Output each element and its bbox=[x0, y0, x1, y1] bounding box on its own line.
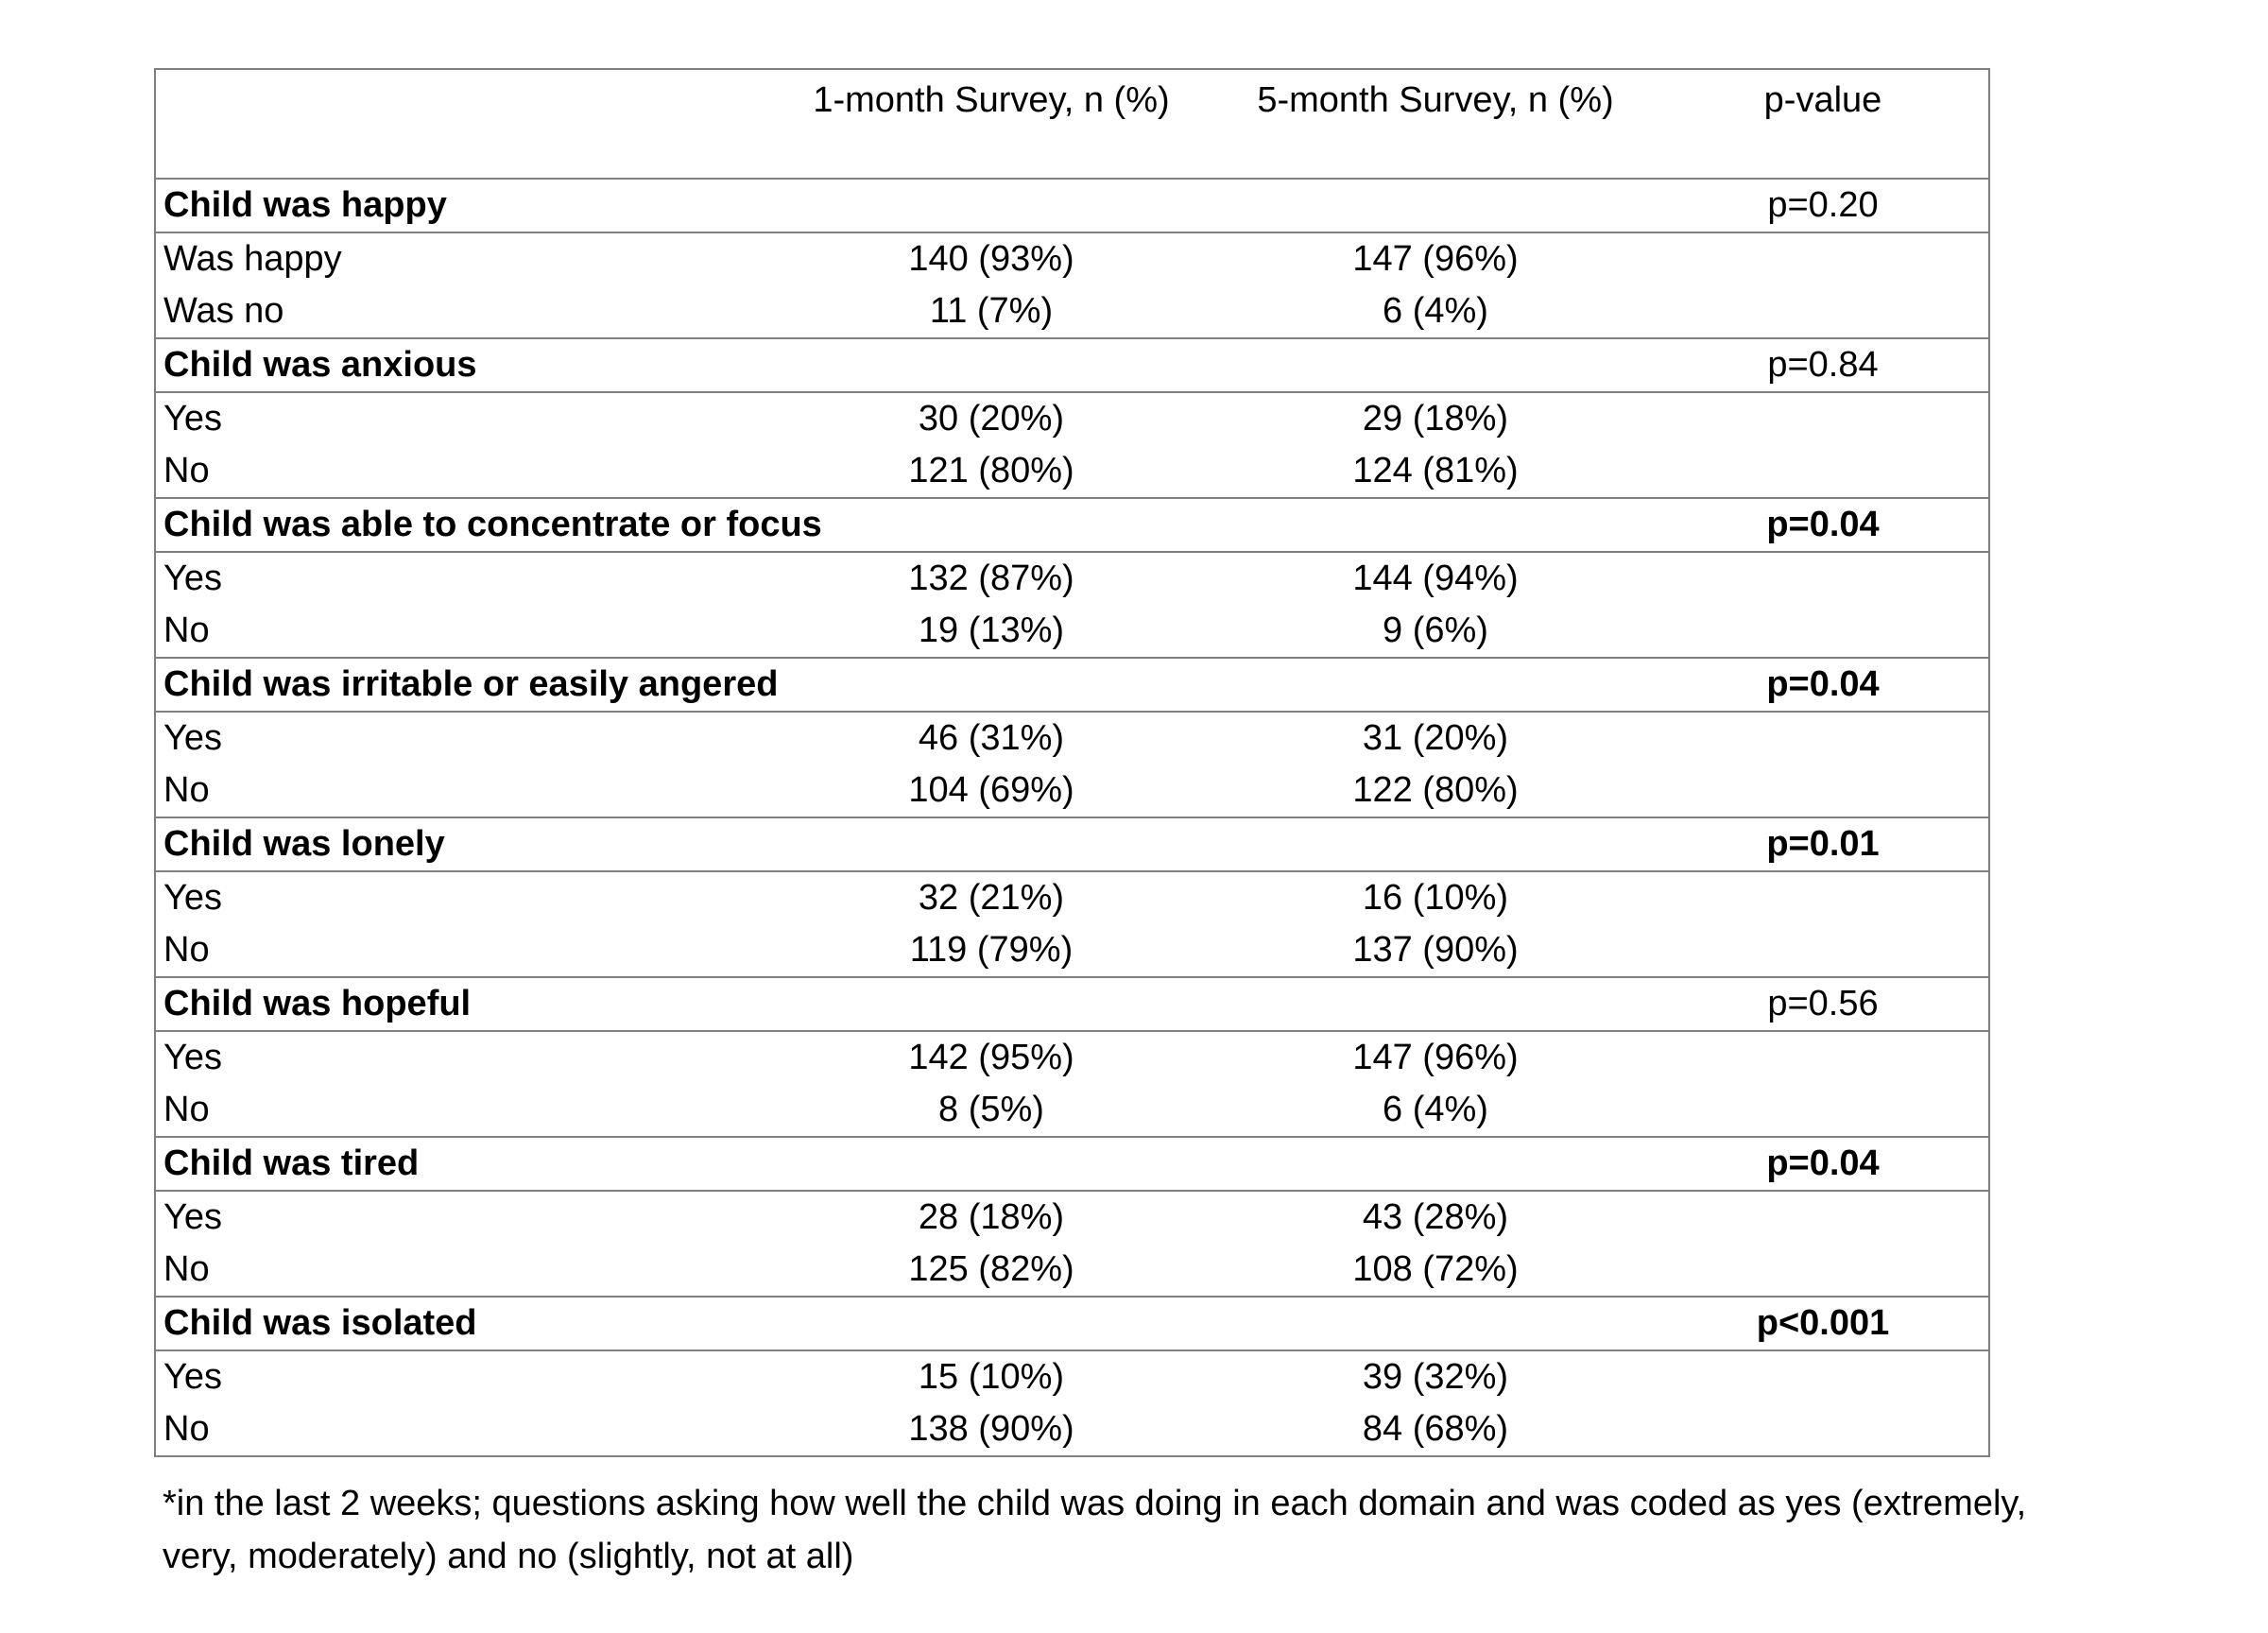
cell-p-value-empty bbox=[1658, 1191, 1989, 1244]
row-label: No bbox=[163, 770, 210, 810]
cell-5-month: 43 (28%) bbox=[1362, 1197, 1509, 1237]
cell-5-month: 144 (94%) bbox=[1352, 559, 1519, 598]
header-p-value: p-value bbox=[1658, 69, 1989, 179]
row-label: Was no bbox=[163, 291, 284, 331]
cell-1-month: 15 (10%) bbox=[918, 1357, 1065, 1397]
group-p-value: p<0.001 bbox=[1658, 1297, 1989, 1350]
group-title: Child was isolated bbox=[155, 1297, 1658, 1350]
table-body bbox=[155, 179, 1989, 1456]
cell-5-month: 6 (4%) bbox=[1383, 291, 1488, 331]
group-header-row bbox=[155, 338, 1989, 392]
cell-1-month: 104 (69%) bbox=[908, 770, 1074, 810]
group-title: Child was able to concentrate or focus bbox=[155, 498, 1658, 552]
cell-1-month: 140 (93%) bbox=[908, 239, 1074, 279]
cell-5-month: 147 (96%) bbox=[1352, 1038, 1519, 1077]
cell-p-value-empty bbox=[1658, 1031, 1989, 1084]
cell-5-month: 16 (10%) bbox=[1362, 878, 1509, 918]
group-p-value: p=0.20 bbox=[1658, 179, 1989, 232]
cell-5-month: 29 (18%) bbox=[1362, 399, 1509, 438]
cell-p-value-empty bbox=[1658, 285, 1989, 338]
row-label: Yes bbox=[163, 1038, 222, 1077]
cell-p-value-empty bbox=[1658, 605, 1989, 658]
table-row bbox=[155, 1350, 1989, 1403]
cell-p-value-empty bbox=[1658, 765, 1989, 817]
row-label: Yes bbox=[163, 1357, 222, 1397]
group-header-row bbox=[155, 179, 1989, 232]
cell-1-month: 19 (13%) bbox=[918, 610, 1065, 650]
cell-5-month: 147 (96%) bbox=[1352, 239, 1519, 279]
group-header-row bbox=[155, 658, 1989, 712]
table-row bbox=[155, 924, 1989, 977]
survey-results-table bbox=[154, 68, 1990, 1457]
header-1-month-survey: 1-month Survey, n (%) bbox=[769, 69, 1213, 179]
cell-1-month: 121 (80%) bbox=[908, 451, 1074, 490]
group-p-value: p=0.04 bbox=[1658, 498, 1989, 552]
cell-1-month: 32 (21%) bbox=[918, 878, 1065, 918]
cell-p-value-empty bbox=[1658, 552, 1989, 605]
group-p-value: p=0.04 bbox=[1658, 1137, 1989, 1191]
cell-1-month: 138 (90%) bbox=[908, 1409, 1074, 1449]
cell-p-value-empty bbox=[1658, 712, 1989, 765]
header-label-column bbox=[155, 69, 769, 179]
cell-5-month: 137 (90%) bbox=[1352, 930, 1519, 970]
row-label: Yes bbox=[163, 718, 222, 758]
group-p-value: p=0.56 bbox=[1658, 977, 1989, 1031]
cell-5-month: 122 (80%) bbox=[1352, 770, 1519, 810]
header-row bbox=[155, 69, 1989, 179]
row-label: Yes bbox=[163, 559, 222, 598]
cell-5-month: 6 (4%) bbox=[1383, 1090, 1488, 1129]
cell-p-value-empty bbox=[1658, 1244, 1989, 1297]
cell-5-month: 39 (32%) bbox=[1362, 1357, 1509, 1397]
row-label: Yes bbox=[163, 399, 222, 438]
group-title: Child was anxious bbox=[155, 338, 1658, 392]
table-row bbox=[155, 232, 1989, 285]
row-label: Yes bbox=[163, 878, 222, 918]
cell-1-month: 30 (20%) bbox=[918, 399, 1065, 438]
cell-1-month: 119 (79%) bbox=[909, 930, 1074, 970]
cell-1-month: 132 (87%) bbox=[908, 559, 1074, 598]
cell-p-value-empty bbox=[1658, 392, 1989, 445]
row-label: No bbox=[163, 1409, 210, 1449]
cell-5-month: 124 (81%) bbox=[1352, 451, 1519, 490]
cell-p-value-empty bbox=[1658, 445, 1989, 498]
group-header-row bbox=[155, 817, 1989, 871]
row-label: No bbox=[163, 451, 210, 490]
group-header-row bbox=[155, 977, 1989, 1031]
table-row bbox=[155, 765, 1989, 817]
cell-p-value-empty bbox=[1658, 1403, 1989, 1456]
row-label: Yes bbox=[163, 1197, 222, 1237]
cell-1-month: 8 (5%) bbox=[938, 1090, 1044, 1129]
group-title: Child was lonely bbox=[155, 817, 1658, 871]
cell-1-month: 125 (82%) bbox=[908, 1249, 1074, 1289]
cell-p-value-empty bbox=[1658, 924, 1989, 977]
row-label: No bbox=[163, 1249, 210, 1289]
cell-5-month: 108 (72%) bbox=[1352, 1249, 1519, 1289]
group-title: Child was tired bbox=[155, 1137, 1658, 1191]
table-row bbox=[155, 392, 1989, 445]
cell-p-value-empty bbox=[1658, 232, 1989, 285]
table-row bbox=[155, 712, 1989, 765]
cell-5-month: 9 (6%) bbox=[1383, 610, 1488, 650]
cell-5-month: 84 (68%) bbox=[1362, 1409, 1509, 1449]
cell-1-month: 11 (7%) bbox=[929, 291, 1054, 331]
group-p-value: p=0.04 bbox=[1658, 658, 1989, 712]
table-row bbox=[155, 1244, 1989, 1297]
cell-p-value-empty bbox=[1658, 1350, 1989, 1403]
cell-5-month: 31 (20%) bbox=[1362, 718, 1509, 758]
group-title: Child was irritable or easily angered bbox=[155, 658, 1658, 712]
table-footnote: *in the last 2 weeks; questions asking how well the child was doing in each domain and was coded as yes (extremely, very, moderately) and no (slightly, not at all) bbox=[163, 1484, 2027, 1576]
cell-1-month: 46 (31%) bbox=[918, 718, 1065, 758]
group-p-value: p=0.01 bbox=[1658, 817, 1989, 871]
table-row bbox=[155, 871, 1989, 924]
row-label: No bbox=[163, 930, 210, 970]
table-row bbox=[155, 1031, 1989, 1084]
table-row bbox=[155, 1084, 1989, 1137]
row-label: No bbox=[163, 1090, 210, 1129]
group-p-value: p=0.84 bbox=[1658, 338, 1989, 392]
table-row bbox=[155, 1403, 1989, 1456]
cell-1-month: 142 (95%) bbox=[908, 1038, 1074, 1077]
table-row bbox=[155, 1191, 1989, 1244]
row-label: No bbox=[163, 610, 210, 650]
group-header-row bbox=[155, 498, 1989, 552]
group-header-row bbox=[155, 1137, 1989, 1191]
cell-1-month: 28 (18%) bbox=[918, 1197, 1065, 1237]
cell-p-value-empty bbox=[1658, 1084, 1989, 1137]
table-row bbox=[155, 605, 1989, 658]
cell-p-value-empty bbox=[1658, 871, 1989, 924]
table-header bbox=[155, 69, 1989, 179]
row-label: Was happy bbox=[163, 239, 342, 279]
group-header-row bbox=[155, 1297, 1989, 1350]
table-row bbox=[155, 552, 1989, 605]
group-title: Child was hopeful bbox=[155, 977, 1658, 1031]
table-row bbox=[155, 285, 1989, 338]
table-row bbox=[155, 445, 1989, 498]
group-title: Child was happy bbox=[155, 179, 1658, 232]
header-5-month-survey: 5-month Survey, n (%) bbox=[1213, 69, 1658, 179]
